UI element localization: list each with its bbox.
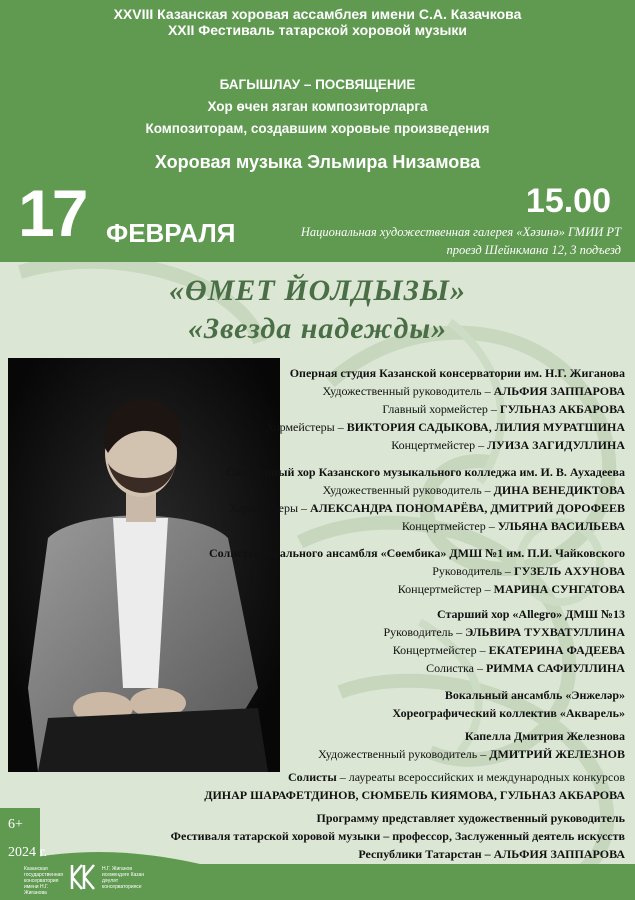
group4-row2: Концертмейстер – ЕКАТЕРИНА ФАДЕЕВА [392, 643, 625, 657]
group1-row1: Художественный руководитель – АЛЬФИЯ ЗАППАРОВА [322, 384, 625, 398]
group6-row1: Художественный руководитель – ДМИТРИЙ ЖЕЛЕЗНОВ [318, 747, 625, 761]
dedication-russian: Композиторам, создавшим хоровые произведения [145, 121, 490, 136]
concert-title-russian: «Звезда надежды» [187, 312, 448, 345]
program-line3: Республики Татарстан – АЛЬФИЯ ЗАППАРОВА [358, 847, 625, 861]
group5-name2: Хореографический коллектив «Акварель» [392, 706, 625, 720]
event-month: ФЕВРАЛЯ [106, 218, 236, 248]
conservatory-logo-icon [68, 862, 98, 892]
header-band [0, 0, 635, 262]
assembly-title: XXVIII Казанская хоровая ассамблея имени С.А. Казачкова [113, 6, 522, 22]
venue-address: проезд Шейнкмана 12, 3 подъезд [446, 243, 621, 257]
group1-row2: Главный хормейстер – ГУЛЬНАЗ АКБАРОВА [382, 402, 625, 416]
composer-title: Хоровая музыка Эльмира Низамова [154, 152, 481, 172]
group4-name: Старший хор «Allegro» ДМШ №13 [437, 607, 625, 621]
program-line1: Программу представляет художественный руководитель [316, 811, 625, 825]
group2-row2: Хормейстеры – АЛЕКСАНДРА ПОНОМАРЁВА, ДМИТРИЙ ДОРОФЕЕВ [229, 501, 625, 515]
event-time: 15.00 [525, 182, 611, 220]
program-line2: Фестиваля татарской хоровой музыки – профессор, Заслуженный деятель искусств [170, 829, 625, 843]
festival-title: XXII Фестиваль татарской хоровой музыки [167, 22, 468, 38]
concert-title-tatar: «ӨМЕТ ЙОЛДЫЗЫ» [169, 274, 466, 307]
group1-row3: Хормейстеры – ВИКТОРИЯ САДЫКОВА, ЛИЛИЯ МУРАТШИНА [265, 420, 625, 434]
venue-name: Национальная художественная галерея «Хәзинә» ГМИИ РТ [300, 225, 621, 239]
age-rating: 6+ [8, 817, 23, 832]
event-day: 17 [18, 176, 86, 250]
conservatory-name-tt: Н.Г. Жиганов исемендәге Казан дәүләт консерваториясе [102, 866, 145, 890]
group4-row1: Руководитель – ЭЛЬВИРА ТУХВАТУЛЛИНА [383, 625, 625, 639]
conservatory-name-ru: Казанская государственная консерватория имени Н.Г. Жиганова [24, 866, 63, 896]
group2-row3: Концертмейстер – УЛЬЯНА ВАСИЛЬЕВА [401, 519, 625, 533]
group4-row3: Солистка – РИММА САФИУЛЛИНА [426, 661, 625, 675]
group3-row2: Концертмейстер – МАРИНА СУНГАТОВА [397, 582, 625, 596]
group5-name1: Вокальный ансамбль «Энжеләр» [444, 688, 625, 702]
event-year: 2024 г. [8, 845, 48, 860]
group6-name: Капелла Дмитрия Железнова [464, 729, 625, 743]
group2-name: Смешанный хор Казанского музыкального колледжа им. И. В. Аухадеева [225, 465, 625, 479]
soloists-names: ДИНАР ШАРАФЕТДИНОВ, СЮМБЕЛЬ КИЯМОВА, ГУЛЬНАЗ АКБАРОВА [204, 788, 625, 802]
group1-row4: Концертмейстер – ЛУИЗА ЗАГИДУЛЛИНА [391, 438, 625, 452]
dedication-title: БАГЫШЛАУ – ПОСВЯЩЕНИЕ [219, 77, 416, 92]
dedication-tatar: Хор өчен язган композиторларга [207, 99, 428, 114]
group1-name: Оперная студия Казанской консерватории им. Н.Г. Жиганова [289, 366, 625, 380]
group2-row1: Художественный руководитель – ДИНА ВЕНЕДИКТОВА [322, 483, 625, 497]
group3-row1: Руководитель – ГУЗЕЛЬ АХУНОВА [432, 564, 625, 578]
group3-name: Солисты вокального ансамбля «Сөембика» ДМШ №1 им. П.И. Чайковского [208, 546, 625, 560]
soloists-line: Солисты – лауреаты всероссийских и международных конкурсов [287, 770, 625, 784]
